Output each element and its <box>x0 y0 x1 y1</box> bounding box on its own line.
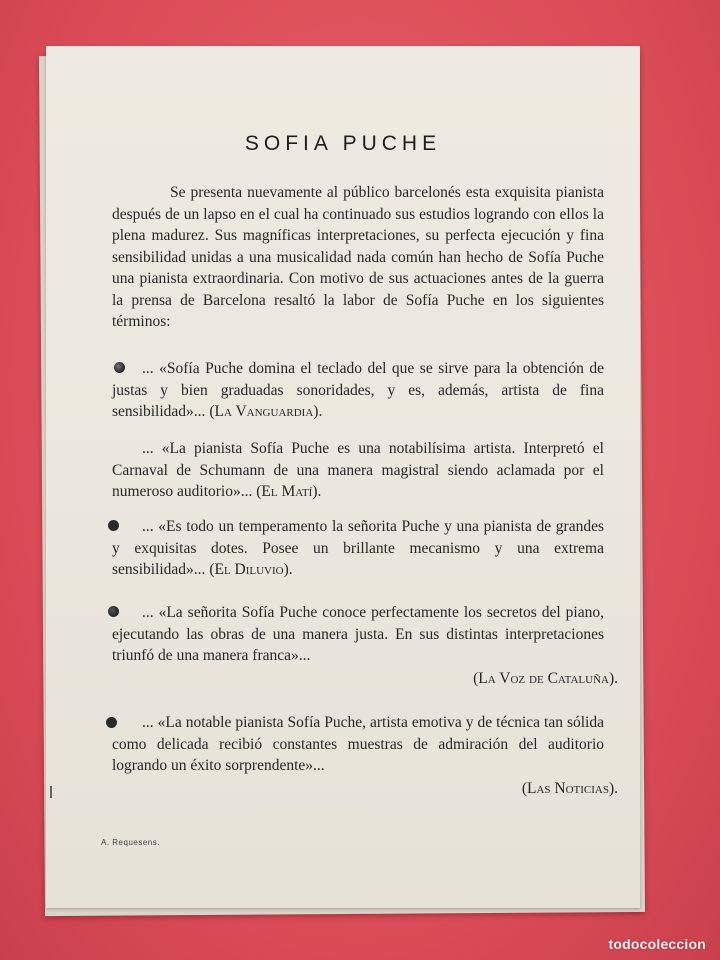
quote-paragraph-5 <box>112 712 604 777</box>
quote-text: ... «La pianista Sofía Puche es una notabilísima artista. Interpretó el Carnaval de Schumann de una manera magistral siendo aclamada por el numeroso auditorio»... <box>112 440 604 500</box>
watermark-logo: todocoleccion <box>608 936 706 952</box>
document-title: SOFIA PUCHE <box>244 132 442 155</box>
quote-text: ... «La señorita Sofía Puche conoce perfectamente los secretos del piano, ejecutando las obras de una manera justa. En sus distintas interpretaciones triunfó de una manera franca»... <box>112 604 604 664</box>
quote-source: (El Matí). <box>256 483 322 500</box>
quote-text: ... «Sofía Puche domina el teclado del que se sirve para la obtención de justas y bien graduadas sonoridades, y es, además, artista de fina sensibilidad»... <box>112 360 604 420</box>
intro-paragraph: Se presenta nuevamente al público barcelonés esta exquisita pianista después de un lapso en el cual ha continuado sus estudios logrando con ellos la plena madurez. Sus magníficas interpretaciones, su perfecta ejecución y fina sensibilidad unidas a una musicalidad nada común han hecho de Sofía Puche una pianista extraordinaria. Con motivo de sus actuaciones antes de la guerra la prensa de Barcelona resaltó la labor de Sofía Puche en los siguientes términos: <box>112 184 604 330</box>
edge-mark <box>50 786 52 798</box>
printer-credit: A. Requesens. <box>101 838 160 847</box>
quote-paragraph-3 <box>112 516 604 581</box>
quote-source: (Las Noticias). <box>521 780 618 797</box>
quote-paragraph-2 <box>112 438 604 503</box>
quote-paragraph-4 <box>112 602 604 667</box>
quote-source: (La Voz de Cataluña). <box>473 670 618 687</box>
quote-text: ... «Es todo un temperamento la señorita Puche y una pianista de grandes y exquisitas dotes. Posee un brillante mecanismo y una extrema sensibilidad»... <box>112 518 604 578</box>
document-sheet <box>46 46 640 908</box>
quote-text: ... «La notable pianista Sofía Puche, artista emotiva y de técnica tan sólida como delicada recibió constantes muestras de admiración del auditorio logrando un éxito sorprendente»... <box>112 714 604 774</box>
quote-source: (El Diluvio). <box>209 561 293 578</box>
quote-paragraph-1 <box>112 358 604 423</box>
quote-source: (La Vanguardia). <box>209 403 323 420</box>
